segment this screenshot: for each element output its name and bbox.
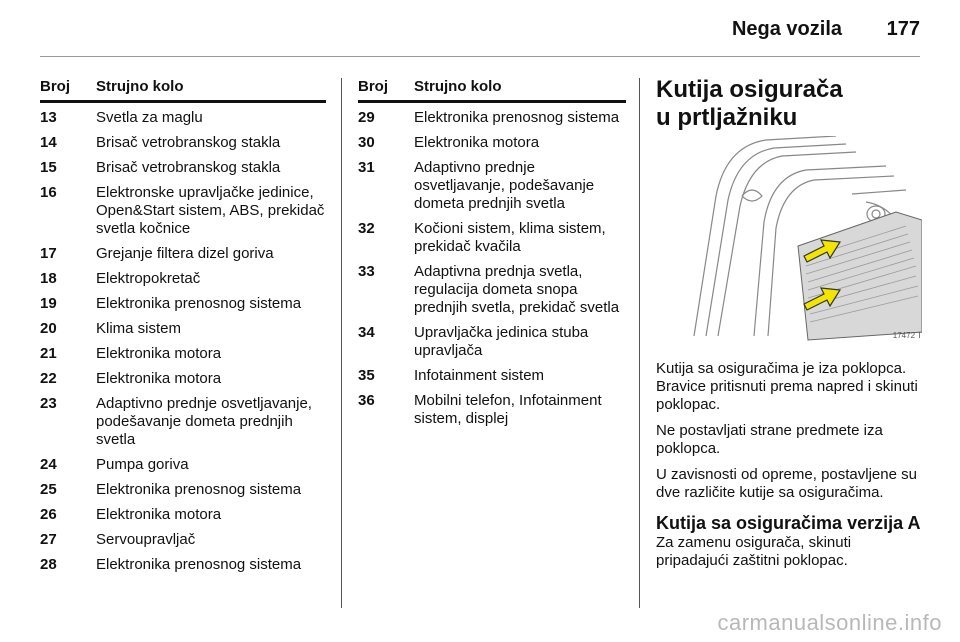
table-row <box>358 367 626 385</box>
fuse-number: 19 <box>40 295 57 312</box>
subsection-title: Kutija sa osiguračima verzija A <box>656 513 921 533</box>
fuse-number: 21 <box>40 345 57 362</box>
circuit-name: Svetla za maglu <box>96 109 203 126</box>
table-row <box>40 245 326 263</box>
table-row <box>40 556 326 574</box>
table-body <box>358 109 626 428</box>
paragraph: Ne postavljati strane predmete iza poklopca. <box>656 422 883 457</box>
fuse-number: 30 <box>358 134 375 151</box>
fuse-box-illustration <box>656 136 922 342</box>
fuse-number: 13 <box>40 109 57 126</box>
figure-code: 17472 T <box>892 331 922 340</box>
paragraph: U zavisnosti od opreme, postavljene su dve različite kutije sa osiguračima. <box>656 466 917 501</box>
table-row <box>358 220 626 256</box>
paragraph: Kutija sa osiguračima je iza poklopca. Bravice pritisnuti prema napred i skinuti poklopac. <box>656 360 918 413</box>
fuse-number: 34 <box>358 324 375 341</box>
fuse-number: 26 <box>40 506 57 523</box>
table-row <box>40 370 326 388</box>
fuse-number: 35 <box>358 367 375 384</box>
subsection-paragraph: Za zamenu osigurača, skinuti pripadajući zaštitni poklopac. <box>656 534 852 569</box>
circuit-name: Servoupravljač <box>96 531 196 548</box>
table-row <box>40 295 326 313</box>
circuit-name: Brisač vetrobranskog stakla <box>96 159 281 176</box>
circuit-name: Mobilni telefon, Infotainment sistem, displej <box>414 392 602 427</box>
circuit-name: Elektronika motora <box>96 370 222 387</box>
table-row <box>358 392 626 428</box>
table-row <box>40 134 326 152</box>
table-row <box>40 184 326 238</box>
circuit-name: Elektronika motora <box>414 134 540 151</box>
section-title-line-1: Kutija osigurača <box>656 76 843 103</box>
table-header-rule <box>40 100 326 103</box>
header-circuit: Strujno kolo <box>96 78 184 95</box>
fuse-number: 28 <box>40 556 57 573</box>
fuse-number: 25 <box>40 481 57 498</box>
table-row <box>358 134 626 152</box>
fuse-number: 18 <box>40 270 57 287</box>
table-row <box>40 270 326 288</box>
circuit-name: Elektronika prenosnog sistema <box>96 556 302 573</box>
circuit-name: Adaptivno prednje osvetljavanje, podešavanje dometa prednjih svetla <box>96 395 312 448</box>
circuit-name: Elektronske upravljačke jedinice, Open&Start sistem, ABS, prekidač svetla kočnice <box>96 184 325 237</box>
table-row <box>358 109 626 127</box>
table-header <box>40 78 326 98</box>
page-header-title: Nega vozila <box>731 18 842 40</box>
fuse-number: 14 <box>40 134 57 151</box>
table-body <box>40 109 326 574</box>
circuit-name: Klima sistem <box>96 320 182 337</box>
fuse-number: 27 <box>40 531 57 548</box>
circuit-name: Elektronika motora <box>96 506 222 523</box>
header-num: Broj <box>40 78 70 95</box>
header-divider <box>40 56 920 57</box>
fuse-number: 24 <box>40 456 57 473</box>
fuse-number: 17 <box>40 245 57 262</box>
circuit-name: Pumpa goriva <box>96 456 189 473</box>
fuse-number: 16 <box>40 184 57 201</box>
table-row <box>40 395 326 449</box>
fuse-number: 36 <box>358 392 375 409</box>
header-circuit: Strujno kolo <box>414 78 502 95</box>
page-number: 177 <box>886 18 920 40</box>
fuse-number: 23 <box>40 395 57 412</box>
circuit-name: Grejanje filtera dizel goriva <box>96 245 274 262</box>
table-row <box>40 506 326 524</box>
table-row <box>358 324 626 360</box>
table-row <box>40 159 326 177</box>
circuit-name: Kočioni sistem, klima sistem, prekidač kvačila <box>414 220 606 255</box>
watermark: carmanualsonline.info <box>717 610 942 635</box>
circuit-name: Infotainment sistem <box>414 367 545 384</box>
fuse-table-column-2 <box>358 78 626 435</box>
circuit-name: Upravljačka jedinica stuba upravljača <box>414 324 589 359</box>
table-header-rule <box>358 100 626 103</box>
table-row <box>40 320 326 338</box>
circuit-name: Elektronika motora <box>96 345 222 362</box>
header-num: Broj <box>358 78 388 95</box>
circuit-name: Brisač vetrobranskog stakla <box>96 134 281 151</box>
table-row <box>40 531 326 549</box>
table-row <box>40 345 326 363</box>
circuit-name: Elektronika prenosnog sistema <box>96 295 302 312</box>
column-divider <box>341 78 342 608</box>
table-row <box>358 263 626 317</box>
fuse-number: 31 <box>358 159 375 176</box>
table-row <box>40 456 326 474</box>
fuse-number: 33 <box>358 263 375 280</box>
fuse-number: 20 <box>40 320 57 337</box>
section-body <box>656 360 926 578</box>
column-divider <box>639 78 640 608</box>
circuit-name: Elektropokretač <box>96 270 201 287</box>
table-header <box>358 78 626 98</box>
circuit-name: Adaptivna prednja svetla, regulacija dometa snopa prednjih svetla, prekidač svetla <box>414 263 620 316</box>
table-row <box>358 159 626 213</box>
section-title-line-2: u prtljažniku <box>656 104 798 131</box>
table-row <box>40 109 326 127</box>
fuse-number: 29 <box>358 109 375 126</box>
circuit-name: Adaptivno prednje osvetljavanje, podešavanje dometa prednjih svetla <box>414 159 595 212</box>
fuse-number: 32 <box>358 220 375 237</box>
circuit-name: Elektronika prenosnog sistema <box>96 481 302 498</box>
section-title <box>656 76 926 132</box>
table-row <box>40 481 326 499</box>
fuse-number: 15 <box>40 159 57 176</box>
fuse-table-column-1 <box>40 78 326 581</box>
fuse-number: 22 <box>40 370 57 387</box>
circuit-name: Elektronika prenosnog sistema <box>414 109 620 126</box>
